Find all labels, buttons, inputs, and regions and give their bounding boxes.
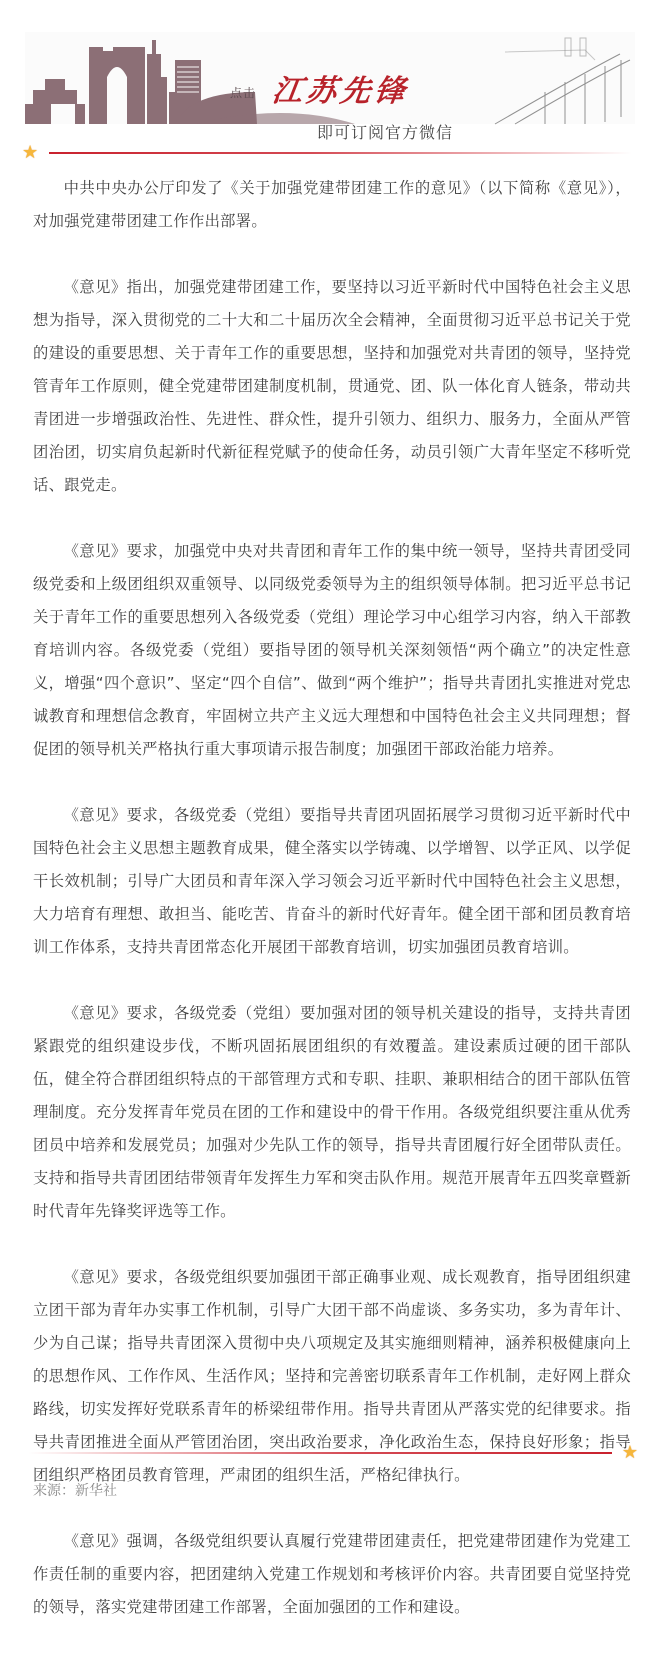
article-paragraph: 《意见》要求，各级党委（党组）要指导共青团巩固拓展学习贯彻习近平新时代中国特色社会主义思想主题教育成果，健全落实以学铸魂、以学增智、以学正风、以学促干长效机制；引导广大团员和青年深入学习领会习近平新时代中国特色社会主义思想，大力培育有理想、敢担当、能吃苦、肯奋斗的新时代好青年。健全团干部和团员教育培训工作体系，支持共青团常态化开展团干部教育培训，切实加强团员教育培训。 (33, 806, 631, 956)
article-paragraph: 《意见》强调，各级党组织要认真履行党建带团建责任，把党建带团建作为党建工作责任制的重要内容，把团建纳入党建工作规划和考核评价内容。共青团要自觉坚持党的领导，落实党建带团建工作部署，全面加强团的工作和建设。 (33, 1532, 631, 1616)
star-icon: ★ (22, 142, 39, 163)
subscribe-banner[interactable] (25, 32, 635, 142)
article-source: 来源：新华社 (33, 1483, 117, 1499)
article-paragraph: 《意见》要求，加强党中央对共青团和青年工作的集中统一领导，坚持共青团受同级党委和上级团组织双重领导、以同级党委领导为主的组织领导体制。把习近平总书记关于青年工作的重要思想列入各级党委（党组）理论学习中心组学习内容，纳入干部教育培训内容。各级党委（党组）要指导团的领导机关深刻领悟“两个确立”的决定性意义，增强“四个意识”、坚定“四个自信”、做到“两个维护”；指导共青团扎实推进对党忠诚教育和理想信念教育，牢固树立共产主义远大理想和中国特色社会主义共同理想；督促团的领导机关严格执行重大事项请示报告制度；加强团干部政治能力培养。 (33, 542, 631, 758)
article-paragraph: 《意见》要求，各级党委（党组）要加强对团的领导机关建设的指导，支持共青团紧跟党的组织建设步伐，不断巩固拓展团组织的有效覆盖。建设素质过硬的团干部队伍，健全符合群团组织特点的干部管理方式和专职、挂职、兼职相结合的团干部队伍管理制度。充分发挥青年党员在团的工作和建设中的骨干作用。各级党组织要注重从优秀团员中培养和发展党员；加强对少先队工作的领导，指导共青团履行好全团带队责任。支持和指导共青团团结带领青年发挥生力军和突击队作用。规范开展青年五四奖章暨新时代青年先锋奖评选等工作。 (33, 1004, 631, 1220)
article-body (33, 172, 631, 1657)
top-divider (22, 144, 632, 162)
star-icon: ★ (621, 1442, 638, 1463)
banner-subscribe-text: 即可订阅官方微信 (317, 123, 454, 142)
bottom-divider (28, 1444, 638, 1462)
banner-click-text: 点击 (230, 86, 257, 100)
divider-line (28, 1452, 612, 1454)
divider-line (49, 152, 632, 154)
banner-brand-title: 江苏先锋 (270, 74, 411, 109)
article-paragraph: 《意见》要求，各级党组织要加强团干部正确事业观、成长观教育，指导团组织建立团干部为青年办实事工作机制，引导广大团干部不尚虚谈、多务实功，多为青年计、少为自己谋；指导共青团深入贯彻中央八项规定及其实施细则精神，涵养积极健康向上的思想作风、工作作风、生活作风；坚持和完善密切联系青年工作机制，走好网上群众路线，切实发挥好党联系青年的桥梁纽带作用。指导共青团从严落实党的纪律要求。指导共青团推进全面从严管团治团，突出政治要求，净化政治生态，保持良好形象；指导团组织严格团员教育管理，严肃团的组织生活，严格纪律执行。 (33, 1268, 631, 1484)
article-paragraph: 《意见》指出，加强党建带团建工作，要坚持以习近平新时代中国特色社会主义思想为指导，深入贯彻党的二十大和二十届历次全会精神，全面贯彻习近平总书记关于党的建设的重要思想、关于青年工作的重要思想，坚持和加强党对共青团的领导，坚持党管青年工作原则，健全党建带团建制度机制，贯通党、团、队一体化育人链条，带动共青团进一步增强政治性、先进性、群众性，提升引领力、组织力、服务力，全面从严管团治团，切实肩负起新时代新征程党赋予的使命任务，动员引领广大青年坚定不移听党话、跟党走。 (33, 278, 631, 494)
article-paragraph: 中共中央办公厅印发了《关于加强党建带团建工作的意见》（以下简称《意见》），对加强党建带团建工作作出部署。 (33, 179, 631, 230)
